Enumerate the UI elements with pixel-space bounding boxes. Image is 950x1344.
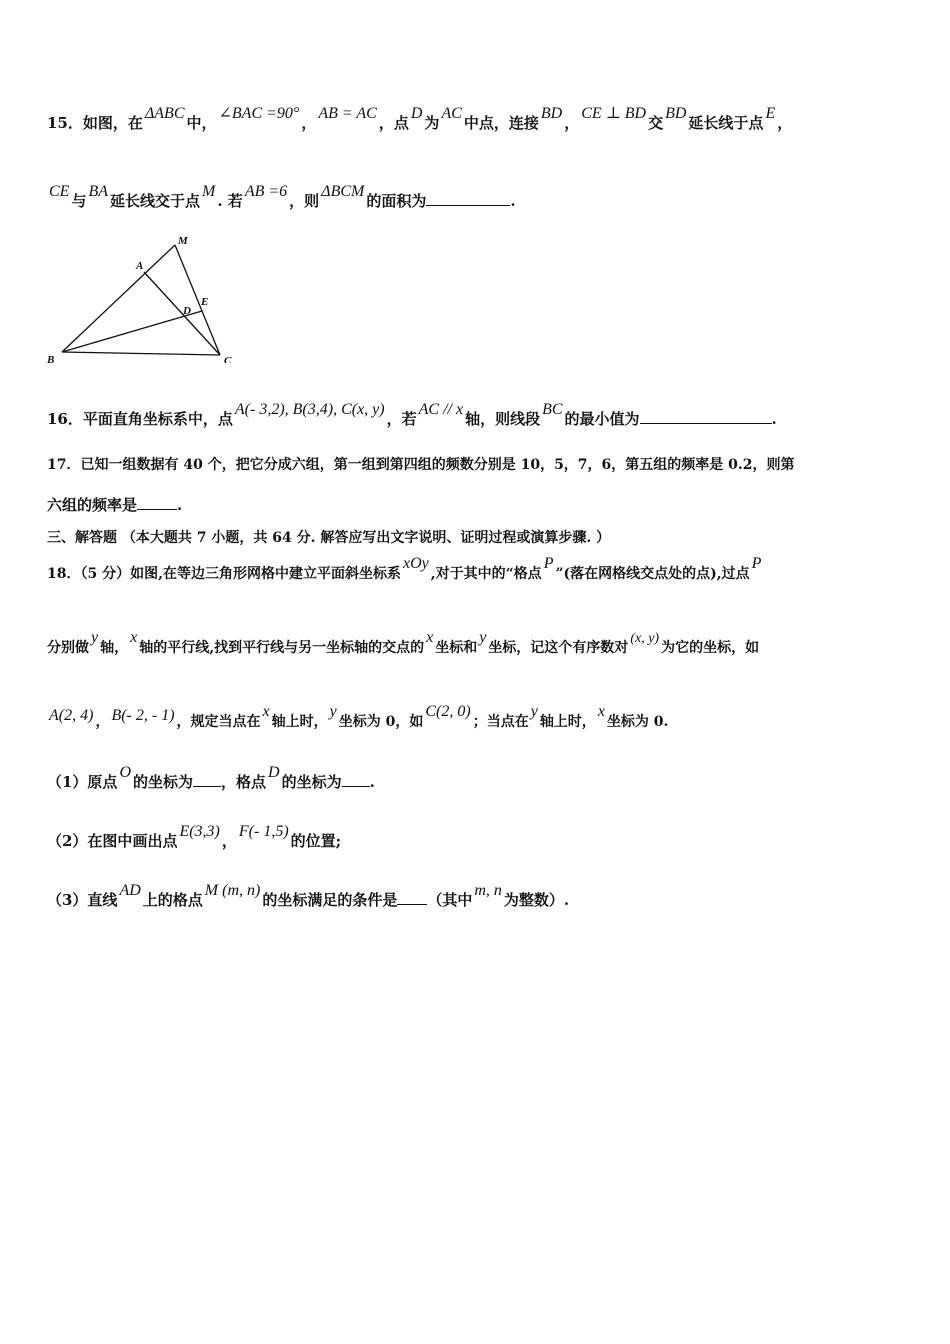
label-m: M <box>178 235 188 247</box>
text: ，点 <box>378 114 409 132</box>
text: 轴， <box>100 640 129 656</box>
math: ΔBCM <box>321 183 365 200</box>
text: （3）直线 <box>47 891 118 909</box>
text: . <box>771 410 777 428</box>
q15-line1 <box>47 105 793 133</box>
math: x <box>130 629 138 646</box>
answer-blank <box>342 772 370 787</box>
answer-blank <box>137 495 177 510</box>
label-d: D <box>183 305 191 317</box>
text: ， <box>777 114 793 132</box>
text: 的坐标为 <box>133 773 194 791</box>
answer-blank <box>640 409 772 424</box>
math: AB = AC <box>318 105 377 122</box>
math: P <box>751 555 762 572</box>
math: CE <box>49 183 70 200</box>
math: O <box>119 764 131 781</box>
math: AD <box>119 882 141 899</box>
text: ， <box>95 714 110 730</box>
text: . <box>510 192 516 210</box>
answer-blank <box>426 191 510 206</box>
math: CE ⊥ BD <box>581 105 647 122</box>
math: ΔABC <box>144 105 185 122</box>
text: 与 <box>71 192 87 210</box>
math: m, n <box>474 882 502 899</box>
section-heading <box>47 527 610 547</box>
q17-line2 <box>47 494 182 515</box>
math: D <box>410 105 423 122</box>
segment-bc <box>62 352 220 355</box>
math: M (m, n) <box>204 882 261 899</box>
text: 的面积为 <box>366 192 427 210</box>
text: 为整数）. <box>503 891 570 909</box>
text: 三、解答题 （本大题共 7 小题，共 64 分. 解答应写出文字说明、证明过程或演算步骤. ） <box>47 530 611 546</box>
q18-line1 <box>47 555 763 583</box>
math: ∠BAC =90° <box>218 105 300 122</box>
text: ，若 <box>386 410 417 428</box>
math: A(- 3,2), B(3,4), C(x, y) <box>234 401 385 418</box>
text: ， <box>221 832 237 850</box>
text: 轴上时， <box>539 714 596 730</box>
text: 延长线交于点 <box>110 192 201 210</box>
math: A(2, 4) <box>49 707 94 724</box>
math: E(3,3) <box>179 823 220 840</box>
text: ”(落在网格线交点处的点),过点 <box>555 566 750 582</box>
text: （2）在图中画出点 <box>47 832 178 850</box>
label-e: E <box>201 296 209 308</box>
text: 的坐标为 <box>281 773 342 791</box>
text: 分别做 <box>47 640 89 656</box>
math: y <box>91 629 99 646</box>
segment-ac <box>144 272 220 355</box>
text: 轴上时， <box>271 714 328 730</box>
triangle-figure <box>40 228 240 363</box>
text: 轴，则线段 <box>465 410 541 428</box>
text: 中， <box>186 114 217 132</box>
math: AC <box>441 105 462 122</box>
math: AC // x <box>418 401 464 418</box>
math: x <box>262 703 270 720</box>
text: ， <box>564 114 580 132</box>
text: 的坐标满足的条件是 <box>262 891 398 909</box>
segment-mc <box>175 245 220 355</box>
text: ,对于其中的“格点 <box>430 566 542 582</box>
text: 的最小值为 <box>564 410 640 428</box>
text: 轴的平行线,找到平行线与另一坐标轴的交点的 <box>139 640 425 656</box>
math: x <box>426 629 434 646</box>
q15-line2 <box>47 183 516 211</box>
math: y <box>530 703 538 720</box>
answer-blank <box>397 890 427 905</box>
math: BD <box>540 105 563 122</box>
q18-line2 <box>47 629 760 657</box>
text: 16．平面直角坐标系中，点 <box>47 410 233 428</box>
math: (x, y) <box>630 631 660 646</box>
text: ，则 <box>289 192 320 210</box>
math: BA <box>88 183 109 200</box>
text: 坐标为 0. <box>606 714 669 730</box>
text: 六组的频率是 <box>47 496 138 514</box>
math: BD <box>665 105 687 122</box>
q17-line1 <box>47 454 795 474</box>
text: 交 <box>648 114 664 132</box>
text: 中点，连接 <box>463 114 539 132</box>
text: 坐标为 0，如 <box>338 714 424 730</box>
text: 坐标，记这个有序数对 <box>488 640 629 656</box>
text: 延长线于点 <box>688 114 764 132</box>
q18-part1 <box>47 764 375 792</box>
text: 17．已知一组数据有 40 个，把它分成六组，第一组到第四组的频数分别是 10，5，7，6，第五组的频率是 0.2，则第 <box>47 457 795 473</box>
math: BC <box>542 401 563 418</box>
math: xOy <box>402 555 429 572</box>
text: 坐标和 <box>435 640 478 656</box>
text: 为它的坐标，如 <box>661 640 760 656</box>
math: x <box>597 703 605 720</box>
math: M <box>202 183 216 200</box>
math: P <box>543 555 554 572</box>
answer-blank <box>193 772 221 787</box>
q18-line3 <box>47 703 669 731</box>
math: C(2, 0) <box>425 703 471 720</box>
text: 18．（5 分）如图,在等边三角形网格中建立平面斜坐标系 <box>47 566 401 582</box>
math: E <box>765 105 776 122</box>
math: B(- 2, - 1) <box>111 707 175 724</box>
text: 上的格点 <box>142 891 203 909</box>
q18-part2 <box>47 823 342 851</box>
label-a: A <box>136 260 144 272</box>
text: . 若 <box>217 192 243 210</box>
text: ；当点在 <box>472 714 529 730</box>
label-c: C <box>224 355 232 363</box>
text: （1）原点 <box>47 773 118 791</box>
text: . <box>369 773 375 791</box>
label-b: B <box>47 354 55 363</box>
text: . <box>177 496 183 514</box>
text: ，格点 <box>221 773 267 791</box>
text: ，规定当点在 <box>176 714 261 730</box>
math: F(- 1,5) <box>238 823 289 840</box>
text: （其中 <box>427 891 473 909</box>
text: 为 <box>424 114 440 132</box>
q16-line <box>47 401 777 429</box>
math: AB =6 <box>244 183 288 200</box>
text: 15．如图，在 <box>47 114 143 132</box>
math: y <box>329 703 337 720</box>
text: ， <box>301 114 317 132</box>
text: 的位置; <box>290 832 342 850</box>
math: D <box>268 764 280 781</box>
q18-part3 <box>47 882 570 910</box>
math: y <box>479 629 487 646</box>
